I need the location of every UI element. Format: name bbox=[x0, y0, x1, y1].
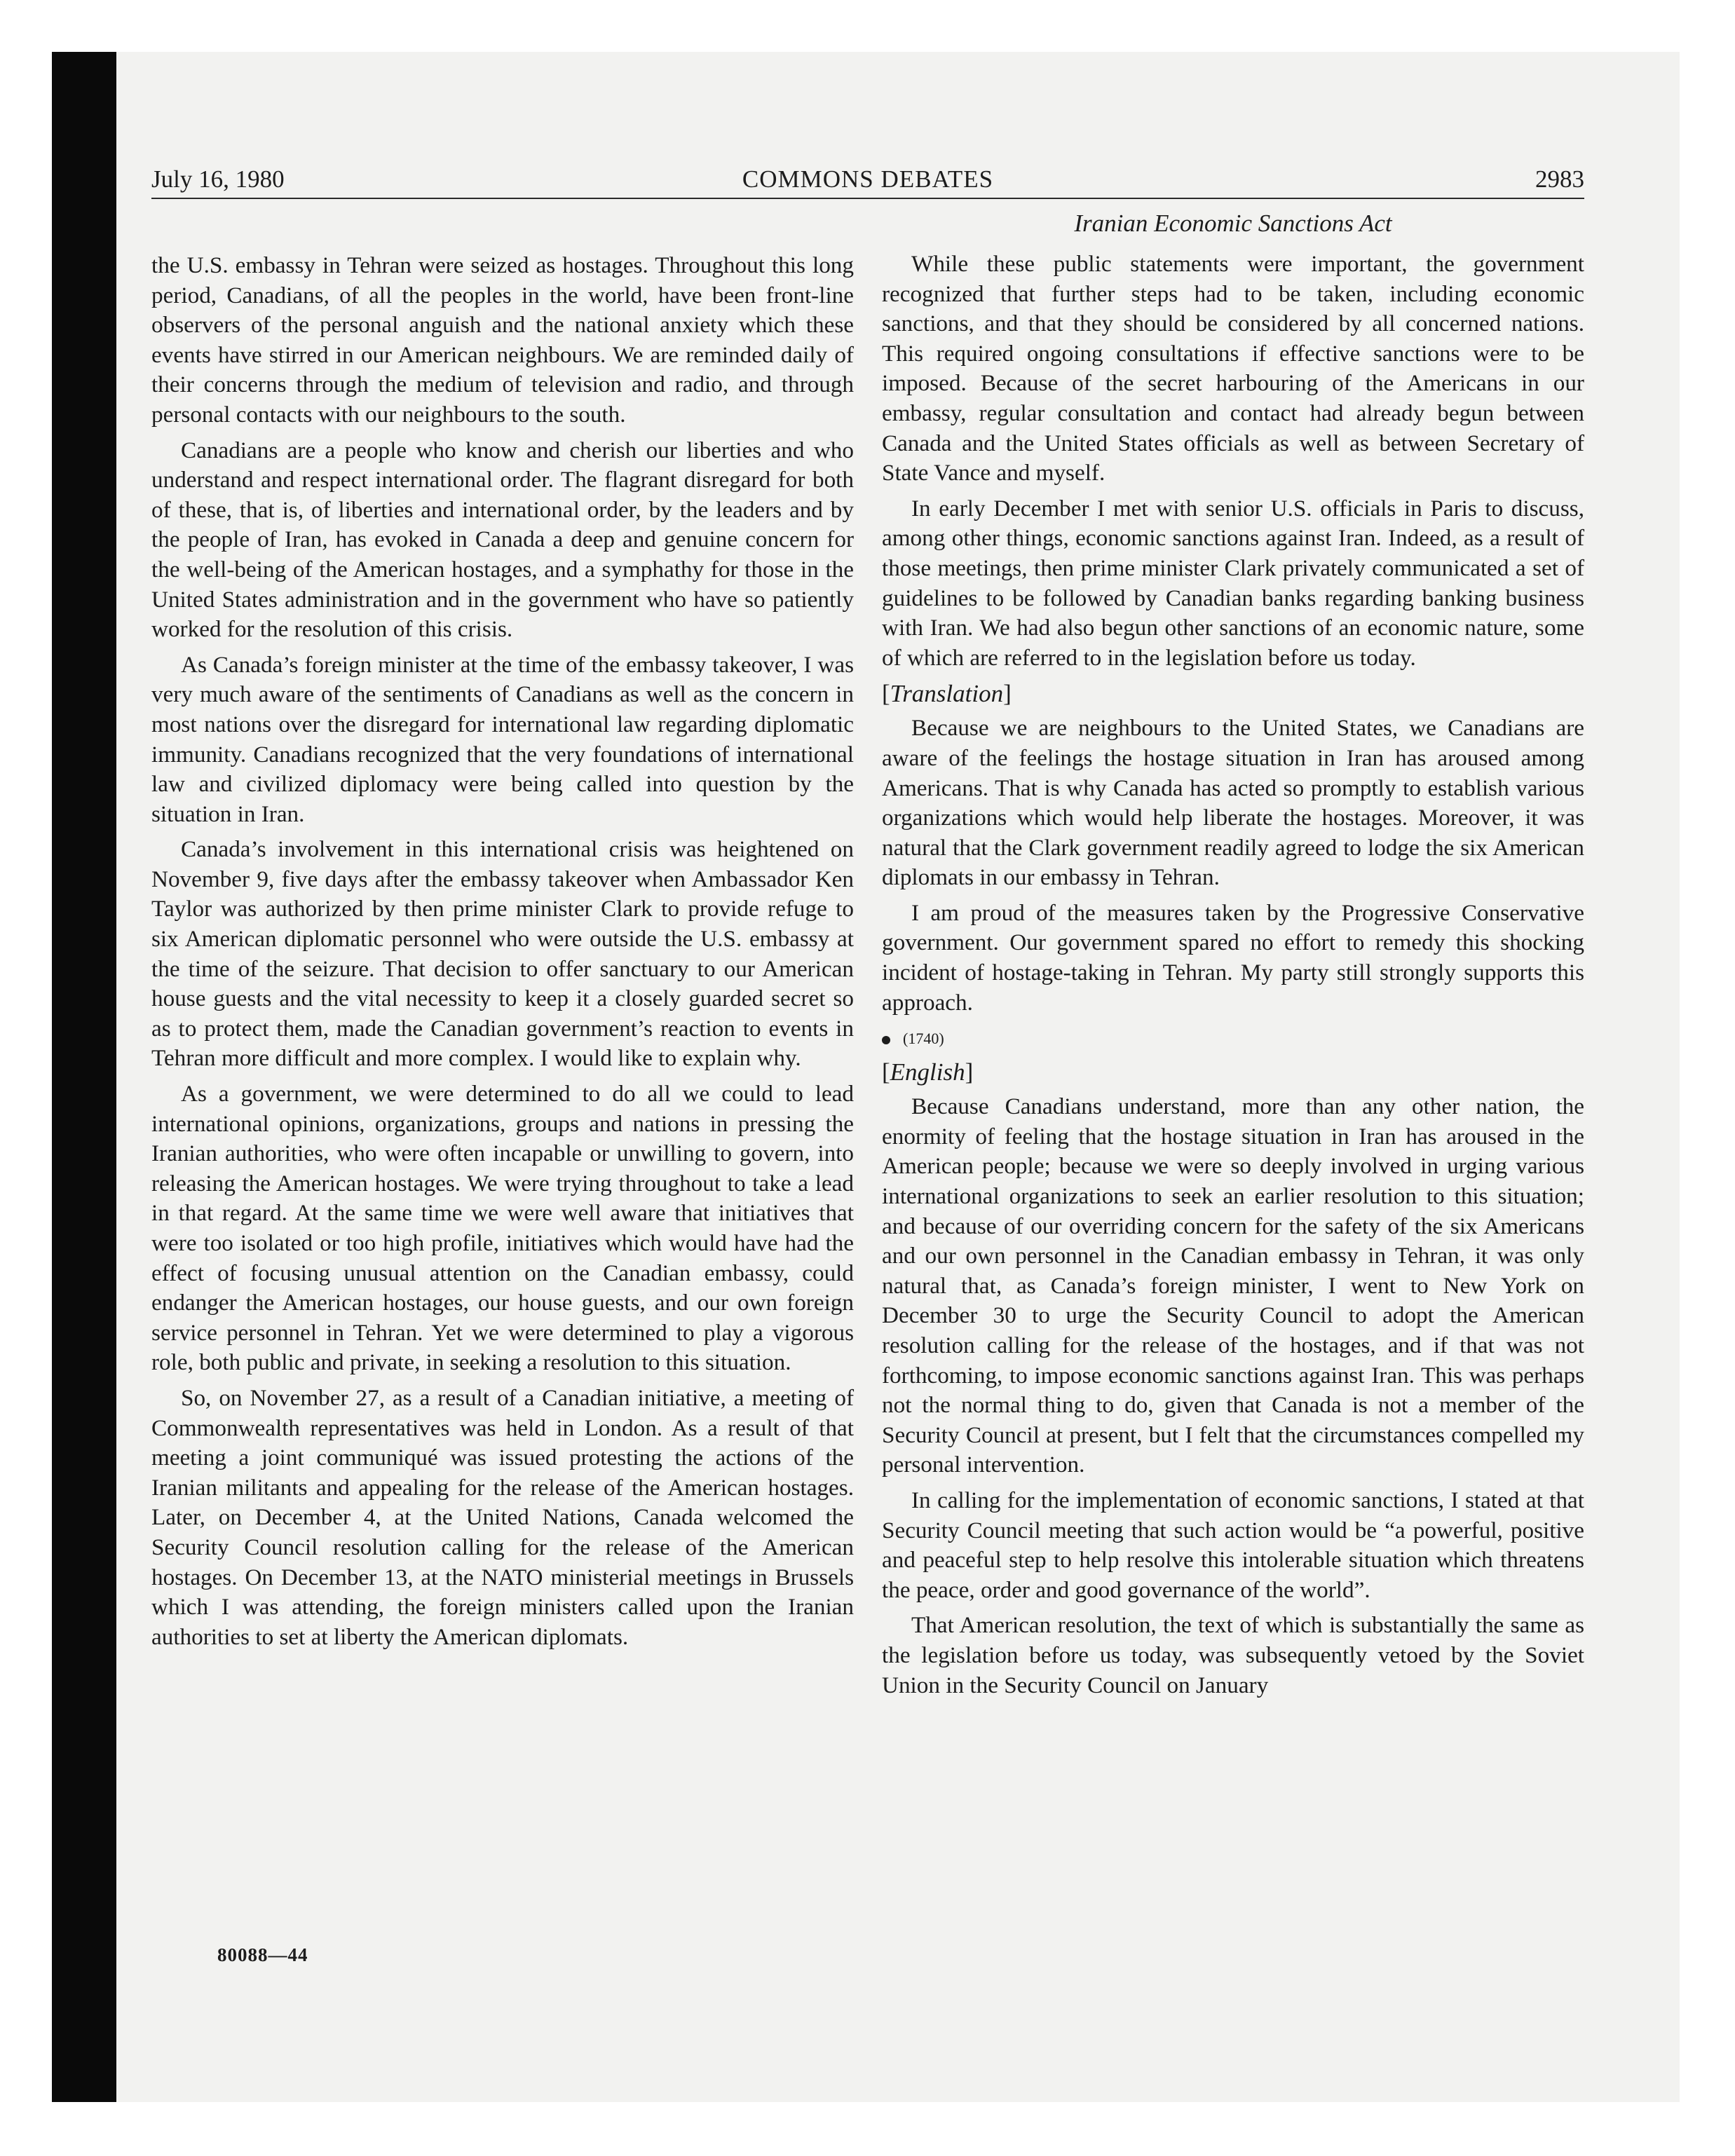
paragraph: Because we are neighbours to the United States, we Canadians are aware of the feelings the hostage situation in Iran has aroused among Americans. That is why Canada has acted so promptly to establish various organizations which would help liberate the hostages. Moreover, it was natural that the Clark government readily agreed to lodge the six American diplomats in our embassy in Tehran. bbox=[882, 715, 1584, 891]
translation-label-text: Translation bbox=[890, 680, 1004, 708]
paragraph: That American resolution, the text of which is substantially the same as the legislation before us today, was subsequently vetoed by the Soviet Union in the Security Council on January bbox=[882, 1612, 1584, 1698]
translation-label: [Translation] bbox=[882, 680, 1012, 708]
english-label: [English] bbox=[882, 1058, 974, 1086]
paragraph: Because Canadians understand, more than any other nation, the enormity of feeling that the hostage situation in Iran has aroused in the American people; because we were so deeply involved in urging various international organizations to seek an earlier resolution to this situation; and because of our overriding concern for the safety of the six Americans and our own personnel in the Canadian embassy in Tehran, it was only natural that, as Canada’s foreign minister, I went to New York on December 30 to urge the Security Council to adopt the American resolution calling for the release of the hostages, and if that was not forthcoming, to impose economic sanctions against Iran. This was perhaps not the normal thing to do, given that Canada is not a member of the Security Council at present, but I felt that the circumstances compelled my personal intervention. bbox=[882, 1093, 1584, 1478]
time-marker bbox=[882, 1026, 1584, 1051]
english-label-text: English bbox=[890, 1058, 965, 1086]
right-column bbox=[882, 250, 1584, 1706]
paragraph: As a government, we were determined to do all we could to lead international opinions, organizations, groups and nations in pressing the Iranian authorities, who were often incapable or unwilling to govern, into releasing the American hostages. We were trying throughout to take a lead in that regard. At the same time we were well aware that initiatives that were too isolated or too high profile, initiatives which would have had the effect of focusing unusual attention on the Canadian embassy, could endanger the American hostages, our house guests, and our own foreign service personnel in Tehran. Yet we were determined to play a vigorous role, both public and private, in seeking a resolution to this situation. bbox=[151, 1081, 854, 1376]
paragraph: While these public statements were important, the government recognized that further steps had to be taken, including economic sanctions, and that they should be considered by all concerned nations. This required ongoing consultations if effective sanctions were to be imposed. Because of the secret harbouring of the Americans in our embassy, regular consultation and contact had already begun between Canada and the United States officials as well as between Secretary of State Vance and myself. bbox=[882, 251, 1584, 486]
paragraph: Canada’s involvement in this international crisis was heightened on November 9, five days after the embassy takeover when Ambassador Ken Taylor was authorized by then prime minister Clark to provide refuge to six American diplomatic personnel who were outside the U.S. embassy at the time of the seizure. That decision to offer sanctuary to our American house guests and the vital necessity to keep it a closely guarded secret so as to protect them, made the Canadian government’s reaction to events in Tehran more difficult and more complex. I would like to explain why. bbox=[151, 836, 854, 1072]
paragraph: In calling for the implementation of economic sanctions, I stated at that Security Council meeting that such action would be “a powerful, positive and peaceful step to help resolve this intolerable situation which threatens the peace, order and good governance of the world”. bbox=[882, 1487, 1584, 1603]
bullet-icon bbox=[882, 1036, 890, 1044]
page-number: 2983 bbox=[1535, 165, 1584, 193]
left-column bbox=[151, 251, 854, 1658]
running-head: Iranian Economic Sanctions Act bbox=[1074, 210, 1392, 237]
paragraph: Canadians are a people who know and cherish our liberties and who understand and respect international order. The flagrant disregard for both of these, that is, of liberties and international order, by the leaders and by the people of Iran, has evoked in Canada a deep and genuine concern for the well-being of the American hostages, and a symphathy for those in the United States administration and in the government who have so patiently worked for the resolution of this crisis. bbox=[151, 437, 854, 643]
header-rule bbox=[151, 198, 1584, 199]
header-date: July 16, 1980 bbox=[151, 165, 285, 193]
paragraph: So, on November 27, as a result of a Canadian initiative, a meeting of Commonwealth representatives was held in London. As a result of that meeting a joint communiqué was issued protesting the actions of the Iranian militants and appealing for the release of the American hostages. Later, on December 4, at the United Nations, Canada welcomed the Security Council resolution calling for the release of the American hostages. On December 13, at the NATO ministerial meetings in Brussels which I was attending, the foreign ministers called upon the Iranian authorities to set at liberty the American diplomats. bbox=[151, 1384, 854, 1650]
header-title: COMMONS DEBATES bbox=[742, 165, 994, 193]
paragraph: As Canada’s foreign minister at the time of the embassy takeover, I was very much aware of the sentiments of Canadians as well as the concern in most nations over the disregard for international law regarding diplomatic immunity. Canadians recognized that the very foundations of international law and civilized diplomacy were being called into question by the situation in Iran. bbox=[151, 651, 854, 827]
binding-edge bbox=[52, 52, 116, 2102]
paragraph: In early December I met with senior U.S. officials in Paris to discuss, among other things, economic sanctions against Iran. Indeed, as a result of those meetings, then prime minister Clark privately communicated a set of guidelines to be followed by Canadian banks regarding banking business with Iran. We had also begun other sanctions of an economic nature, some of which are referred to in the legislation before us today. bbox=[882, 495, 1584, 671]
paragraph: the U.S. embassy in Tehran were seized as hostages. Throughout this long period, Canadians, of all the peoples in the world, have been front-line observers of the personal anguish and the national anxiety which these events have stirred in our American neighbours. We are reminded daily of their concerns through the medium of television and radio, and through personal contacts with our neighbours to the south. bbox=[151, 252, 854, 428]
page-header bbox=[151, 163, 1584, 196]
time-marker-text: (1740) bbox=[903, 1030, 944, 1048]
printer-code: 80088—44 bbox=[217, 1944, 308, 1965]
paragraph: I am proud of the measures taken by the Progressive Conservative government. Our government spared no effort to remedy this shocking incident of hostage-taking in Tehran. My party still strongly supports this approach. bbox=[882, 899, 1584, 1016]
